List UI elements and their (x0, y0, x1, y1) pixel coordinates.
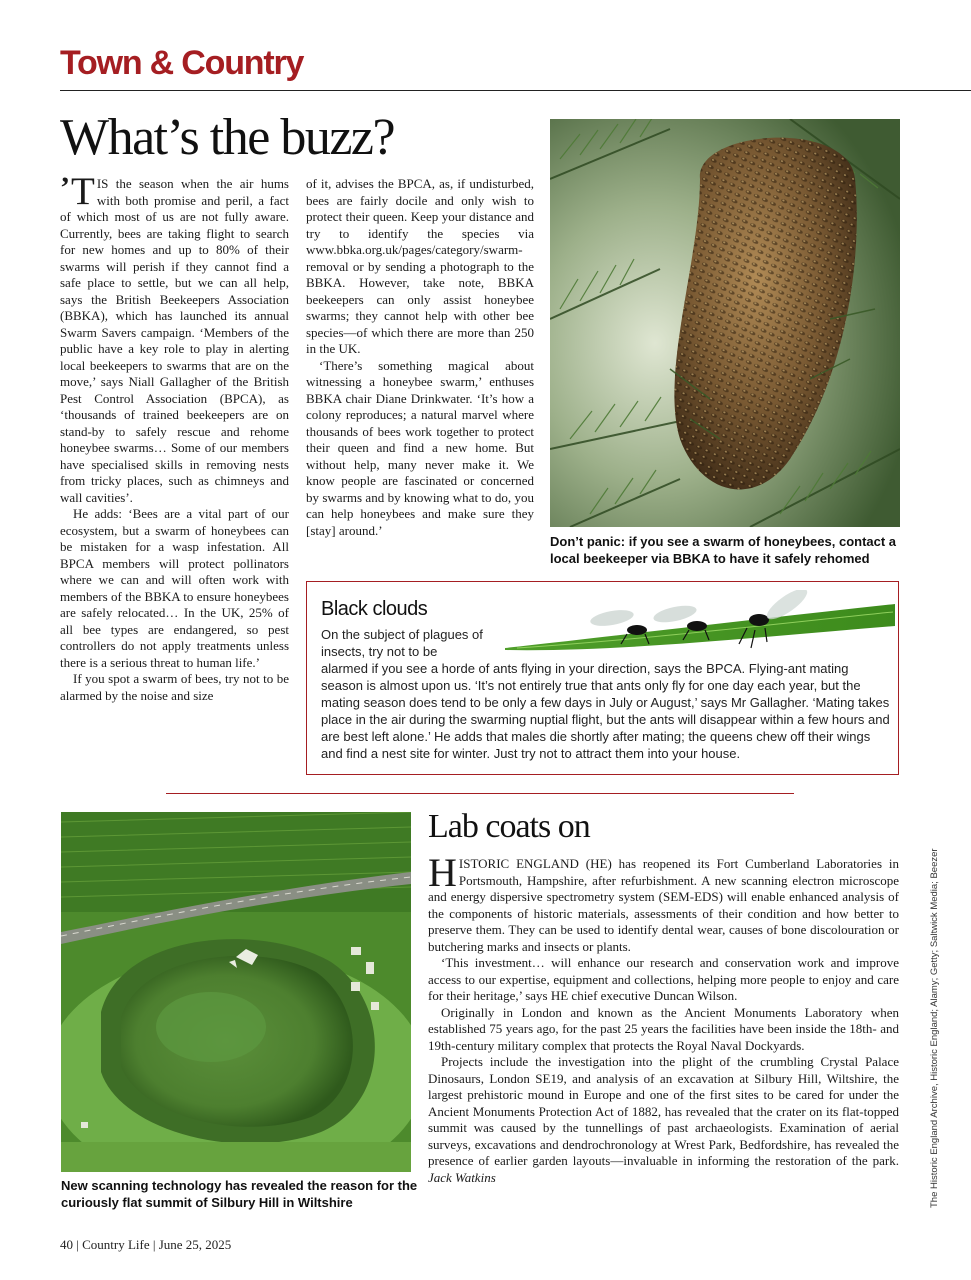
article1-paragraph-3-end: of it, advises the BPCA, as, if undisturbed, bees are fairly docile and only wish to protect their queen. Keep your distance and try to identify the species via www.bbka.org.uk/pages/category/swarm-removal or by sending a photograph to the BBKA. However, take note, BBKA beekeepers can only assist honeybee swarms; they cannot help with other bee species—of which there are more than 250 in the UK. (306, 176, 534, 356)
flying-ants-illustration (497, 590, 897, 660)
photo-credits: The Historic England Archive, Historic England; Alamy; Getty; Saltwick Media; Beezer (929, 848, 940, 1208)
bee-swarm-photo (550, 119, 900, 527)
bee-photo-caption: Don’t panic: if you see a swarm of honeybees, contact a local beekeeper via BBKA to have it safely rehomed (550, 534, 897, 566)
article2-paragraph-1-text: ISTORIC ENGLAND (HE) has reopened its Fort Cumberland Laboratories in Portsmouth, Hampshire, after refurbishment. A new scanning electron microscope and energy dispersive spectrometry system (SEM-EDS) will enable enhanced analysis of the components of historic materials, assessments of their condition and how better to preserve them. They can be used to identify dental wear, causes of bone discolouration or butchering marks and insects or plants. (428, 856, 899, 954)
silbury-hill-illustration (61, 812, 411, 1172)
section-divider-rule (166, 793, 794, 794)
article1-column-1 (60, 170, 289, 704)
article2-paragraph-3: Originally in London and known as the Ancient Monuments Laboratory when established 75 years ago, for the past 25 years the facilities have been inside the 18th- and 19th-century military complex that protects the Royal Naval Dockyards. (428, 1004, 899, 1053)
silbury-hill-caption: New scanning technology has revealed the reason for the curiously flat summit of Silbury Hill in Wiltshire (61, 1178, 418, 1210)
byline: Jack Watkins (428, 1169, 496, 1185)
article1-column-2 (306, 176, 534, 539)
article2-paragraph-1 (428, 850, 899, 955)
bee-swarm-illustration (550, 119, 900, 527)
boxout-body: alarmed if you see a horde of ants flying in your direction, says the BPCA. Flying-ant mating season is almost upon us. ‘It’s not entirely true that ants only fly for one day each year, but the mating season does tend to be only a few days in July or August,’ says Mr Gallagher. ‘Mating takes place in the air during the swarming nuptial flight, but the ants will disappear within a few hours and are best left alone.’ He adds that males die shortly after mating; the queens chew off their wings and find a nest site for winter. Just try not to attract them into your house. (321, 661, 890, 761)
header-rule (60, 90, 971, 91)
dropcap-t: T (71, 170, 95, 213)
dropcap-h: H (428, 850, 457, 895)
article1-paragraph-1-text: IS the season when the air hums with both promise and peril, a fact of which most of us are not fully aware. Currently, bees are taking flight to search for new homes and up to 80% of their swarms will perish if they cannot find a safe place to settle, but we can all help, says the British Beekeepers Association (BBKA), which has launched its annual Swarm Savers campaign. ‘Members of the public have a key role to play in alerting local beekeepers to swarms that are on the move,’ says Niall Gallagher of the British Pest Control Association (BPCA), as ‘thousands of trained beekeepers are on stand-by to safely rescue and rehome honeybee swarms… Some of our members have specialised skills in removing nests from tricky places, such as chimneys and wall cavities’. (60, 176, 289, 505)
section-label: Town & Country (60, 44, 304, 82)
article1-paragraph-4: ‘There’s something magical about witnessing a honeybee swarm,’ enthuses BBKA chair Diane Drinkwater. ‘It’s how a colony reproduces; a natural marvel where thousands of bees work together to protect their queen and find a new home. But without help, many never make it. We know people are fascinated or concerned by swarms and by knowing what to do, you can help honeybees and make sure they [stay] around.’ (306, 357, 534, 538)
article1-paragraph-2: He adds: ‘Bees are a vital part of our ecosystem, but a swarm of honeybees can be mistaken for a wasp infestation. All BPCA members will protect pollinators where we can and will often work with members of the BBKA to ensure honeybees are safely relocated… In the UK, 25% of all bee types are endangered, so pest controllers do not apply treatments unless there is a serious threat to human life.’ (60, 506, 289, 670)
page-folio: 40 | Country Life | June 25, 2025 (60, 1237, 232, 1252)
article1-paragraph-1 (60, 170, 289, 506)
dropcap-quote: ’ (60, 171, 70, 204)
boxout-title: Black clouds (321, 598, 428, 620)
article2-paragraph-2: ‘This investment… will enhance our research and conservation work and improve access to our expertise, equipment and collections, helping more people to enjoy and care for their heritage,’ says HE chief executive Duncan Wilson. (428, 955, 899, 1003)
headline-buzz: What’s the buzz? (60, 109, 395, 166)
flying-ants-on-leaf-image (497, 590, 897, 660)
article2-paragraph-4-text: Projects include the investigation into the plight of the crumbling Crystal Palace Dinosaurs, London SE19, and analysis of an excavation at Silbury Hill, Wiltshire, the largest prehistoric mound in Europe and one of the first sites to be cared for under the Ancient Monuments Protection Act of 1882, has revealed that the crater on its flat-topped summit was caused by the tunnellings of past archaeologists. Examination of aerial surveys, excavations and dendrochronology at Wrest Park, Bedfordshire, has revealed the presence of earlier garden layouts—invaluable in informing the restoration of the park. (428, 1054, 899, 1168)
boxout-intro: On the subject of plagues of insects, try not to be (321, 627, 483, 659)
article2-column (428, 850, 899, 1186)
article1-paragraph-3-start: If you spot a swarm of bees, try not to be alarmed by the noise and size (60, 671, 289, 703)
black-clouds-boxout (306, 581, 899, 775)
silbury-hill-aerial-photo (61, 812, 411, 1172)
headline-lab-coats: Lab coats on (428, 808, 590, 845)
article2-paragraph-4 (428, 1054, 899, 1186)
